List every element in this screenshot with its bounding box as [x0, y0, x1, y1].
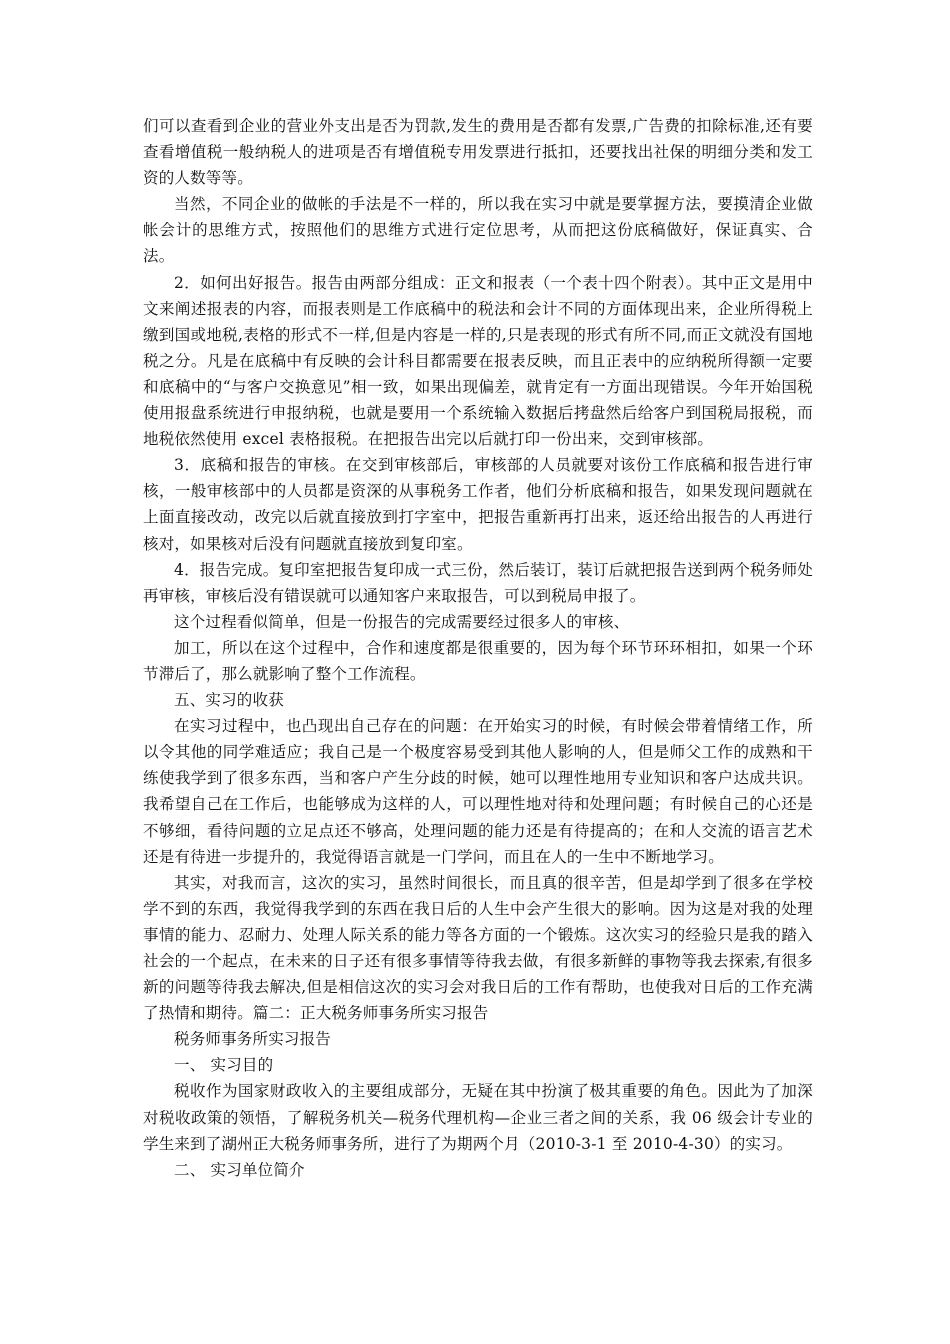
document-page	[143, 113, 813, 1183]
section-heading: 一、 实习目的	[174, 1056, 274, 1075]
paragraph: 4．报告完成。复印室把报告复印成一式三份，然后装订，装订后就把报告送到两个税务师处再审核，审核后没有错误就可以通知客户来取报告，可以到税局申报了。	[143, 560, 813, 605]
section-heading: 二、 实习单位简介	[174, 1160, 305, 1179]
paragraph: 3．底稿和报告的审核。在交到审核部后，审核部的人员就要对该份工作底稿和报告进行审核，一般审核部中的人员都是资深的从事税务工作者，他们分析底稿和报告，如果发现问题就在上面直接改动，改完以后就直接放到打字室中，把报告重新再打出来，返还给出报告的人再进行核对，如果核对后没有问题就直接放到复印室。	[143, 456, 813, 553]
paragraph: 在实习过程中，也凸现出自己存在的问题：在开始实习的时候，有时候会带着情绪工作，所以令其他的同学难适应；我自己是一个极度容易受到其他人影响的人，但是师父工作的成熟和干练使我学到了很多东西，当和客户产生分歧的时候，她可以理性地用专业知识和客户达成共识。我希望自己在工作后，也能够成为这样的人，可以理性地对待和处理问题；有时候自己的心还是不够细，看待问题的立足点还不够高，处理问题的能力还是有待提高的；在和人交流的语言艺术还是有待进一步提升的，我觉得语言就是一门学问，而且在人的一生中不断地学习。	[143, 717, 813, 866]
paragraph: 税收作为国家财政收入的主要组成部分，无疑在其中扮演了极其重要的角色。因此为了加深对税收政策的领悟，了解税务机关—税务代理机构—企业三者之间的关系，我 06 级会计专业的学生来到了湖州正大税务师事务所，进行了为期两个月（2010-3-1 至 2010-4-30）的实习。	[143, 1082, 813, 1153]
paragraph: 当然，不同企业的做帐的手法是不一样的，所以我在实习中就是要掌握方法，要摸清企业做帐会计的思维方式，按照他们的思维方式进行定位思考，从而把这份底稿做好，保证真实、合法。	[143, 195, 813, 266]
paragraph: 这个过程看似简单，但是一份报告的完成需要经过很多人的审核、	[174, 612, 630, 631]
paragraph: 其实，对我而言，这次的实习，虽然时间很长，而且真的很辛苦，但是却学到了很多在学校学不到的东西，我觉得我学到的东西在我日后的人生中会产生很大的影响。因为这是对我的处理事情的能力、忍耐力、处理人际关系的能力等各方面的一个锻炼。这次实习的经验只是我的踏入社会的一个起点，在未来的日子还有很多事情等待我去做，有很多新鲜的事物等我去探索,有很多新的问题等待我去解决,但是相信这次的实习会对我日后的工作有帮助，也使我对日后的工作充满了热情和期待。篇二：正大税务师事务所实习报告	[143, 873, 813, 1023]
paragraph: 加工，所以在这个过程中，合作和速度都是很重要的，因为每个环节环环相扣，如果一个环节滞后了，那么就影响了整个工作流程。	[143, 638, 813, 683]
section-heading: 五、实习的收获	[174, 691, 284, 710]
paragraph: 们可以查看到企业的营业外支出是否为罚款,发生的费用是否都有发票,广告费的扣除标准,还有要查看增值税一般纳税人的进项是否有增值税专用发票进行抵扣，还要找出社保的明细分类和发工资的人数等等。	[143, 117, 813, 188]
report-title: 税务师事务所实习报告	[174, 1030, 332, 1049]
paragraph: 2．如何出好报告。报告由两部分组成：正文和报表（一个表十四个附表）。其中正文是用中文来阐述报表的内容，而报表则是工作底稿中的税法和会计不同的方面体现出来，企业所得税上缴到国或地税,表格的形式不一样,但是内容是一样的,只是表现的形式有所不同,而正文就没有国地税之分。凡是在底稿中有反映的会计科目都需要在报表反映，而且正表中的应纳税所得额一定要和底稿中的“与客户交换意见”相一致，如果出现偏差，就肯定有一方面出现错误。今年开始国税使用报盘系统进行申报纳税，也就是要用一个系统输入数据后拷盘然后给客户到国税局报税，而地税依然使用 excel 表格报税。在把报告出完以后就打印一份出来，交到审核部。	[143, 273, 813, 449]
